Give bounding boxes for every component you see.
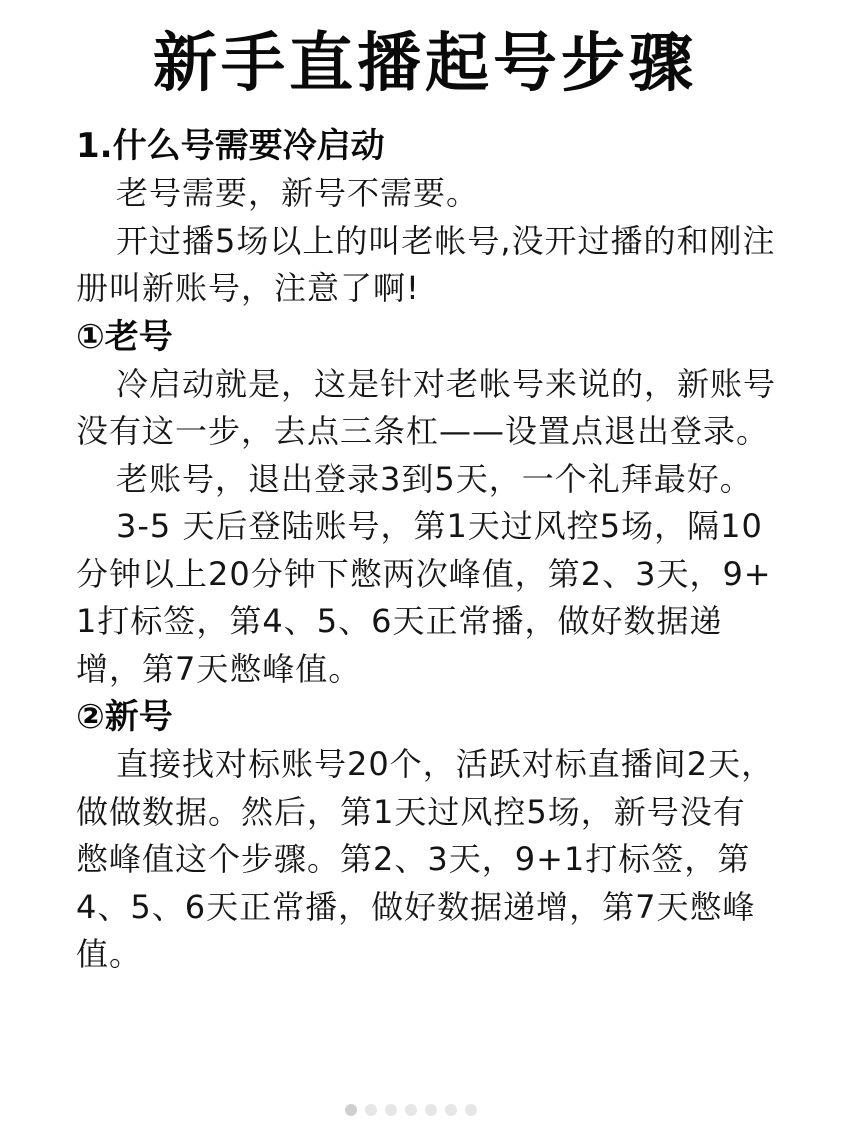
section-new-account <box>76 693 776 979</box>
pagination-dot[interactable] <box>445 1104 457 1116</box>
paragraph: 冷启动就是，这是针对老帐号来说的，新账号没有这一步，去点三条杠——设置点退出登录。 <box>76 364 777 450</box>
section-heading-old-account: ①老号 <box>76 316 173 357</box>
paragraph: 开过播5场以上的叫老帐号,没开过播的和刚注册叫新账号，注意了啊! <box>76 221 776 307</box>
pagination-dot[interactable] <box>405 1104 417 1116</box>
section-heading-new-account: ②新号 <box>76 697 173 737</box>
section-old-account <box>76 313 776 694</box>
section-heading-cold-start: 1.什么号需要冷启动 <box>76 126 385 166</box>
section-cold-start <box>76 122 776 313</box>
pagination-dot[interactable] <box>385 1104 397 1116</box>
document-body <box>76 122 776 979</box>
paragraph: 3-5 天后登陆账号，第1天过风控5场，隔10分钟以上20分钟下憋两次峰值，第2、3天，9+1打标签，第4、5、6天正常播，做好数据递增，第7天憋峰值。 <box>76 507 772 688</box>
pagination-dot[interactable] <box>465 1104 477 1116</box>
paragraph: 直接找对标账号20个，活跃对标直播间2天，做做数据。然后，第1天过风控5场，新号没有憋峰值这个步骤。第2、3天，9+1打标签，第4、5、6天正常播，做好数据递增，第7天憋峰值。 <box>76 745 775 973</box>
paragraph: 老号需要，新号不需要。 <box>116 174 480 212</box>
paragraph: 老账号，退出登录3到5天，一个礼拜最好。 <box>116 459 753 498</box>
pagination-dot[interactable] <box>365 1104 377 1116</box>
pagination-dots <box>345 1104 477 1116</box>
pagination-dot[interactable] <box>345 1104 357 1116</box>
page-title: 新手直播起号步骤 <box>153 27 697 101</box>
pagination-dot[interactable] <box>425 1104 437 1116</box>
